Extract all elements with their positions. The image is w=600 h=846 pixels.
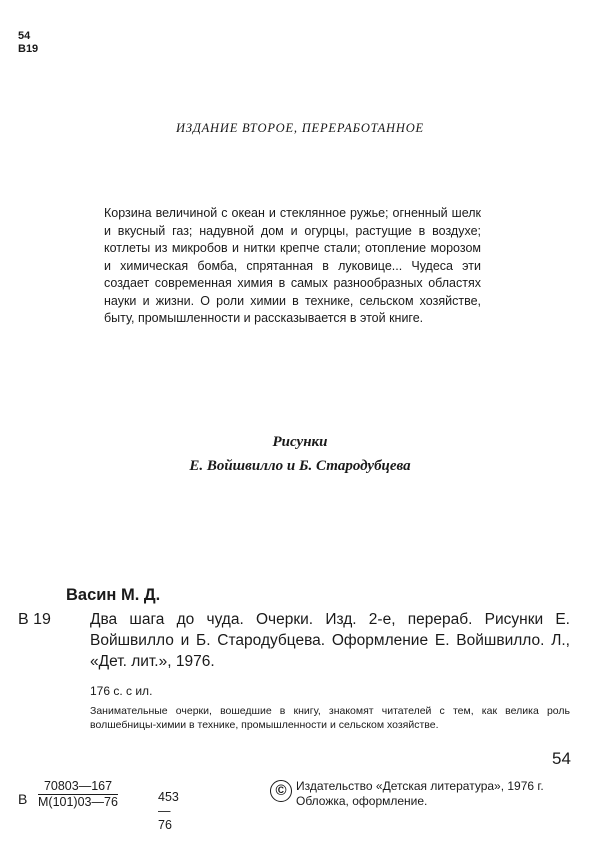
udc-index-code: В19 — [18, 43, 39, 55]
edition-note: ИЗДАНИЕ ВТОРОЕ, ПЕРЕРАБОТАННОЕ — [176, 121, 424, 135]
catalog-description: Два шага до чуда. Очерки. Изд. 2-е, перераб. Рисунки Е. Войшвилло и Б. Стародубцева. Оформление Е. Войшвилло. Л., «Дет. лит.», 1976. — [90, 611, 570, 670]
price-code-denominator: М(101)03—76 — [38, 795, 118, 809]
price-code-suffix: 453—76 — [158, 790, 179, 832]
illustrators-credit — [0, 430, 600, 478]
price-code-numerator: 70803—167 — [38, 779, 118, 795]
illustrators-heading: Рисунки — [272, 434, 328, 450]
copyright-icon: © — [270, 780, 292, 802]
catalog-author: Васин М. Д. — [66, 586, 161, 604]
catalog-pages: 176 с. с ил. — [90, 684, 153, 698]
copyright-block — [270, 779, 544, 809]
udc-index — [18, 30, 38, 56]
price-code-letter: В — [18, 791, 28, 807]
price-code-fraction — [38, 779, 179, 832]
illustrators-names: Е. Войшвилло и Б. Стародубцева — [189, 458, 411, 474]
copyright-cover: Обложка, оформление. — [296, 794, 428, 808]
catalog-class-number: 54 — [552, 749, 571, 768]
annotation-paragraph: Корзина величиной с океан и стеклянное ружье; огненный шелк и вкусный газ; надувной дом и огурцы, растущие в воздухе; котлеты из микробов и нитки крепче стали; отопление морозом и химическая бомба, спрятанная в луковице... Чудеса эти создает современная химия в самых разнообразных областях науки и жизни. О роли химии в технике, сельском хозяйстве, быту, промышленности и рассказывается в этой книге. — [104, 206, 481, 325]
catalog-summary: Занимательные очерки, вошедшие в книгу, знакомят читателей с тем, как велика роль волшебницы-химии в технике, промышленности и сельском хозяйстве. — [90, 705, 570, 731]
udc-index-number: 54 — [18, 30, 31, 42]
catalog-code: В 19 — [18, 611, 51, 628]
copyright-publisher: Издательство «Детская литература», 1976 г. — [296, 779, 544, 793]
